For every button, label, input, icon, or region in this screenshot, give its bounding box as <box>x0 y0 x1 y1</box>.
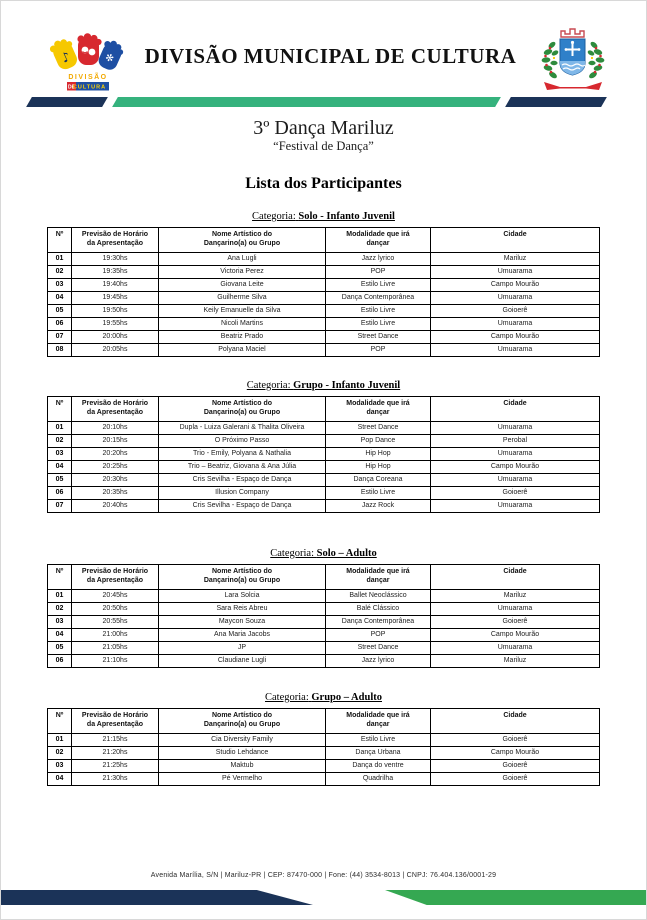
cell-number: 05 <box>48 642 72 655</box>
participant-row <box>48 422 600 435</box>
col-header-name: Nome Artístico do Dançarino(a) ou Grupo <box>159 565 326 590</box>
participants-table <box>47 396 600 513</box>
participant-row <box>48 487 600 500</box>
cell-name: Beatriz Prado <box>159 331 326 344</box>
participant-row <box>48 292 600 305</box>
cell-city: Mariluz <box>431 253 600 266</box>
cell-city: Umuarama <box>431 448 600 461</box>
cell-city: Mariluz <box>431 655 600 668</box>
cell-name: Pé Vermelho <box>159 773 326 786</box>
cell-time: 20:35hs <box>72 487 159 500</box>
col-header-name: Nome Artístico do Dançarino(a) ou Grupo <box>159 397 326 422</box>
cell-modality: Hip Hop <box>326 448 431 461</box>
cell-time: 19:55hs <box>72 318 159 331</box>
cell-time: 21:30hs <box>72 773 159 786</box>
cell-time: 20:40hs <box>72 500 159 513</box>
col-header-modality: Modalidade que irá dançar <box>326 228 431 253</box>
category-heading <box>247 380 400 391</box>
col-header-number: Nº <box>48 709 72 734</box>
cell-number: 01 <box>48 590 72 603</box>
participant-row <box>48 461 600 474</box>
cell-number: 03 <box>48 279 72 292</box>
category-section <box>1 691 646 786</box>
cell-name: Illusion Company <box>159 487 326 500</box>
cell-modality: Jazz lyrico <box>326 655 431 668</box>
cell-time: 20:30hs <box>72 474 159 487</box>
cell-number: 03 <box>48 760 72 773</box>
cell-number: 05 <box>48 474 72 487</box>
col-header-city: Cidade <box>431 397 600 422</box>
cell-city: Umuarama <box>431 292 600 305</box>
participant-row <box>48 344 600 357</box>
divider-segment-left <box>26 97 108 107</box>
cell-time: 21:25hs <box>72 760 159 773</box>
cell-city: Mariluz <box>431 590 600 603</box>
category-name: Solo – Adulto <box>316 548 377 559</box>
cell-modality: Estilo Livre <box>326 487 431 500</box>
cell-time: 19:35hs <box>72 266 159 279</box>
table-header-row <box>48 709 600 734</box>
document-header <box>45 25 618 93</box>
table-header-row <box>48 565 600 590</box>
cell-modality: Hip Hop <box>326 461 431 474</box>
category-name: Grupo – Adulto <box>311 692 382 703</box>
participant-row <box>48 253 600 266</box>
participant-row <box>48 279 600 292</box>
cell-modality: Pop Dance <box>326 435 431 448</box>
col-header-name: Nome Artístico do Dançarino(a) ou Grupo <box>159 709 326 734</box>
cell-number: 04 <box>48 461 72 474</box>
col-header-time: Previsão de Horário da Apresentação <box>72 228 159 253</box>
participant-row <box>48 474 600 487</box>
category-section <box>1 379 646 513</box>
cell-city: Umuarama <box>431 603 600 616</box>
participant-row <box>48 616 600 629</box>
cell-time: 19:45hs <box>72 292 159 305</box>
cell-time: 20:20hs <box>72 448 159 461</box>
cell-modality: Street Dance <box>326 642 431 655</box>
participant-row <box>48 435 600 448</box>
participants-list-title: Lista dos Participantes <box>245 175 402 192</box>
cell-city: Umuarama <box>431 500 600 513</box>
cell-city: Campo Mourão <box>431 629 600 642</box>
footer-address: Avenida Marília, S/N | Mariluz-PR | CEP: 87470-000 | Fone: (44) 3534-8013 | CNPJ: 76.404.136/0001-29 <box>150 872 497 879</box>
participant-row <box>48 773 600 786</box>
cell-number: 04 <box>48 773 72 786</box>
culture-division-logo-icon <box>45 26 131 92</box>
cell-name: Maycon Souza <box>159 616 326 629</box>
cell-city: Campo Mourão <box>431 279 600 292</box>
cell-time: 20:25hs <box>72 461 159 474</box>
cell-city: Goioerê <box>431 760 600 773</box>
col-header-name: Nome Artístico do Dançarino(a) ou Grupo <box>159 228 326 253</box>
participant-row <box>48 318 600 331</box>
col-header-city: Cidade <box>431 709 600 734</box>
cell-time: 21:00hs <box>72 629 159 642</box>
cell-name: Giovana Leite <box>159 279 326 292</box>
cell-time: 21:05hs <box>72 642 159 655</box>
cell-modality: POP <box>326 629 431 642</box>
col-header-modality: Modalidade que irá dançar <box>326 397 431 422</box>
cell-city: Goioerê <box>431 487 600 500</box>
cell-time: 20:10hs <box>72 422 159 435</box>
category-name: Grupo - Infanto Juvenil <box>293 380 401 391</box>
participant-row <box>48 642 600 655</box>
header-divider <box>1 97 646 107</box>
col-header-modality: Modalidade que irá dançar <box>326 709 431 734</box>
cell-number: 06 <box>48 487 72 500</box>
cell-name: Keily Emanuelle da Silva <box>159 305 326 318</box>
svg-text:✻: ✻ <box>103 51 116 66</box>
cell-time: 20:55hs <box>72 616 159 629</box>
participant-row <box>48 331 600 344</box>
cell-name: Studio Lehdance <box>159 747 326 760</box>
table-body <box>48 422 600 513</box>
cell-modality: Balé Clássico <box>326 603 431 616</box>
table-body <box>48 253 600 357</box>
participant-row <box>48 760 600 773</box>
cell-modality: POP <box>326 344 431 357</box>
cell-name: Trio – Beatriz, Giovana & Ana Júlia <box>159 461 326 474</box>
cell-city: Perobal <box>431 435 600 448</box>
participants-table <box>47 227 600 357</box>
cell-name: Victoria Perez <box>159 266 326 279</box>
table-header-row <box>48 228 600 253</box>
cell-time: 20:05hs <box>72 344 159 357</box>
cell-number: 03 <box>48 616 72 629</box>
cell-modality: Quadrilha <box>326 773 431 786</box>
cell-number: 01 <box>48 422 72 435</box>
cell-name: Ana Lugli <box>159 253 326 266</box>
cell-name: Lara Solcia <box>159 590 326 603</box>
divider-segment-middle <box>112 97 501 107</box>
event-title: 3º Dança Mariluz <box>253 117 394 139</box>
participant-row <box>48 266 600 279</box>
cell-time: 20:15hs <box>72 435 159 448</box>
col-header-number: Nº <box>48 228 72 253</box>
cell-number: 05 <box>48 305 72 318</box>
cell-city: Goioerê <box>431 734 600 747</box>
cell-number: 07 <box>48 331 72 344</box>
col-header-time: Previsão de Horário da Apresentação <box>72 709 159 734</box>
participant-row <box>48 305 600 318</box>
cell-time: 20:50hs <box>72 603 159 616</box>
cell-city: Umuarama <box>431 318 600 331</box>
cell-name: Polyana Maciel <box>159 344 326 357</box>
cell-city: Campo Mourão <box>431 747 600 760</box>
participant-row <box>48 629 600 642</box>
cell-time: 19:40hs <box>72 279 159 292</box>
cell-name: O Próximo Passo <box>159 435 326 448</box>
cell-name: Trio - Emily, Polyana & Nathalia <box>159 448 326 461</box>
svg-text:♪: ♪ <box>59 49 73 67</box>
cell-name: Dupla - Luiza Galerani & Thalita Oliveira <box>159 422 326 435</box>
cell-city: Campo Mourão <box>431 461 600 474</box>
footer-bar-navy <box>1 890 313 905</box>
cell-time: 21:15hs <box>72 734 159 747</box>
cell-name: Claudiane Lugli <box>159 655 326 668</box>
cell-modality: Dança Contemporânea <box>326 616 431 629</box>
logo-text-divisao: DIVISÃO <box>68 74 108 81</box>
cell-name: JP <box>159 642 326 655</box>
category-section <box>1 210 646 357</box>
cell-name: Sara Reis Abreu <box>159 603 326 616</box>
category-heading <box>265 692 382 703</box>
cell-city: Goioerê <box>431 773 600 786</box>
cell-time: 19:50hs <box>72 305 159 318</box>
cell-name: Cia Diversity Family <box>159 734 326 747</box>
cell-name: Cris Sevilha - Espaço de Dança <box>159 474 326 487</box>
cell-city: Goioerê <box>431 616 600 629</box>
footer-bar-green <box>385 890 646 905</box>
cell-modality: Dança Coreana <box>326 474 431 487</box>
city-crest-icon <box>530 25 618 93</box>
cell-number: 06 <box>48 655 72 668</box>
cell-number: 02 <box>48 747 72 760</box>
category-label: Categoria: <box>246 380 291 391</box>
cell-modality: Estilo Livre <box>326 318 431 331</box>
col-header-number: Nº <box>48 565 72 590</box>
logo-text-cultura: CULTURA <box>72 84 107 91</box>
cell-number: 08 <box>48 344 72 357</box>
cell-modality: Estilo Livre <box>326 305 431 318</box>
category-name: Solo - Infanto Juvenil <box>298 211 395 222</box>
table-body <box>48 590 600 668</box>
sections-container <box>1 210 646 786</box>
cell-modality: Jazz lyrico <box>326 253 431 266</box>
cell-modality: Estilo Livre <box>326 279 431 292</box>
cell-city: Umuarama <box>431 266 600 279</box>
col-header-time: Previsão de Horário da Apresentação <box>72 397 159 422</box>
cell-modality: Estilo Livre <box>326 734 431 747</box>
participant-row <box>48 734 600 747</box>
cell-modality: Ballet Neoclássico <box>326 590 431 603</box>
cell-city: Umuarama <box>431 422 600 435</box>
cell-name: Ana Maria Jacobs <box>159 629 326 642</box>
table-body <box>48 734 600 786</box>
cell-number: 02 <box>48 603 72 616</box>
category-section <box>1 547 646 668</box>
cell-modality: Street Dance <box>326 422 431 435</box>
cell-modality: Dança do ventre <box>326 760 431 773</box>
cell-city: Umuarama <box>431 344 600 357</box>
cell-number: 04 <box>48 292 72 305</box>
table-header-row <box>48 397 600 422</box>
participant-row <box>48 747 600 760</box>
cell-city: Campo Mourão <box>431 331 600 344</box>
category-label: Categoria: <box>270 548 314 559</box>
cell-city: Umuarama <box>431 474 600 487</box>
cell-number: 04 <box>48 629 72 642</box>
category-heading <box>252 211 395 222</box>
cell-name: Nicoli Martins <box>159 318 326 331</box>
cell-modality: Dança Urbana <box>326 747 431 760</box>
cell-name: Maktub <box>159 760 326 773</box>
col-header-city: Cidade <box>431 228 600 253</box>
cell-time: 21:20hs <box>72 747 159 760</box>
col-header-time: Previsão de Horário da Apresentação <box>72 565 159 590</box>
participant-row <box>48 603 600 616</box>
cell-modality: Jazz Rock <box>326 500 431 513</box>
participants-table <box>47 564 600 668</box>
cell-name: Cris Sevilha - Espaço de Dança <box>159 500 326 513</box>
cell-time: 20:00hs <box>72 331 159 344</box>
participant-row <box>48 448 600 461</box>
org-title: DIVISÃO MUNICIPAL DE CULTURA <box>144 43 517 68</box>
cell-number: 02 <box>48 266 72 279</box>
category-label: Categoria: <box>252 211 296 222</box>
cell-modality: Street Dance <box>326 331 431 344</box>
cell-number: 01 <box>48 253 72 266</box>
col-header-modality: Modalidade que irá dançar <box>326 565 431 590</box>
cell-modality: Dança Contemporânea <box>326 292 431 305</box>
cell-city: Goioerê <box>431 305 600 318</box>
cell-city: Umuarama <box>431 642 600 655</box>
cell-number: 06 <box>48 318 72 331</box>
col-header-number: Nº <box>48 397 72 422</box>
cell-number: 01 <box>48 734 72 747</box>
cell-name: Guilherme Silva <box>159 292 326 305</box>
participant-row <box>48 590 600 603</box>
category-label: Categoria: <box>265 692 309 703</box>
cell-number: 02 <box>48 435 72 448</box>
participant-row <box>48 655 600 668</box>
divider-segment-right <box>505 97 607 107</box>
participant-row <box>48 500 600 513</box>
event-subtitle: “Festival de Dança” <box>273 139 374 153</box>
participants-table <box>47 708 600 786</box>
cell-time: 19:30hs <box>72 253 159 266</box>
col-header-city: Cidade <box>431 565 600 590</box>
cell-number: 03 <box>48 448 72 461</box>
logo-text-de: DE <box>68 84 75 91</box>
cell-modality: POP <box>326 266 431 279</box>
category-heading <box>270 548 376 559</box>
cell-number: 07 <box>48 500 72 513</box>
cell-time: 21:10hs <box>72 655 159 668</box>
cell-time: 20:45hs <box>72 590 159 603</box>
